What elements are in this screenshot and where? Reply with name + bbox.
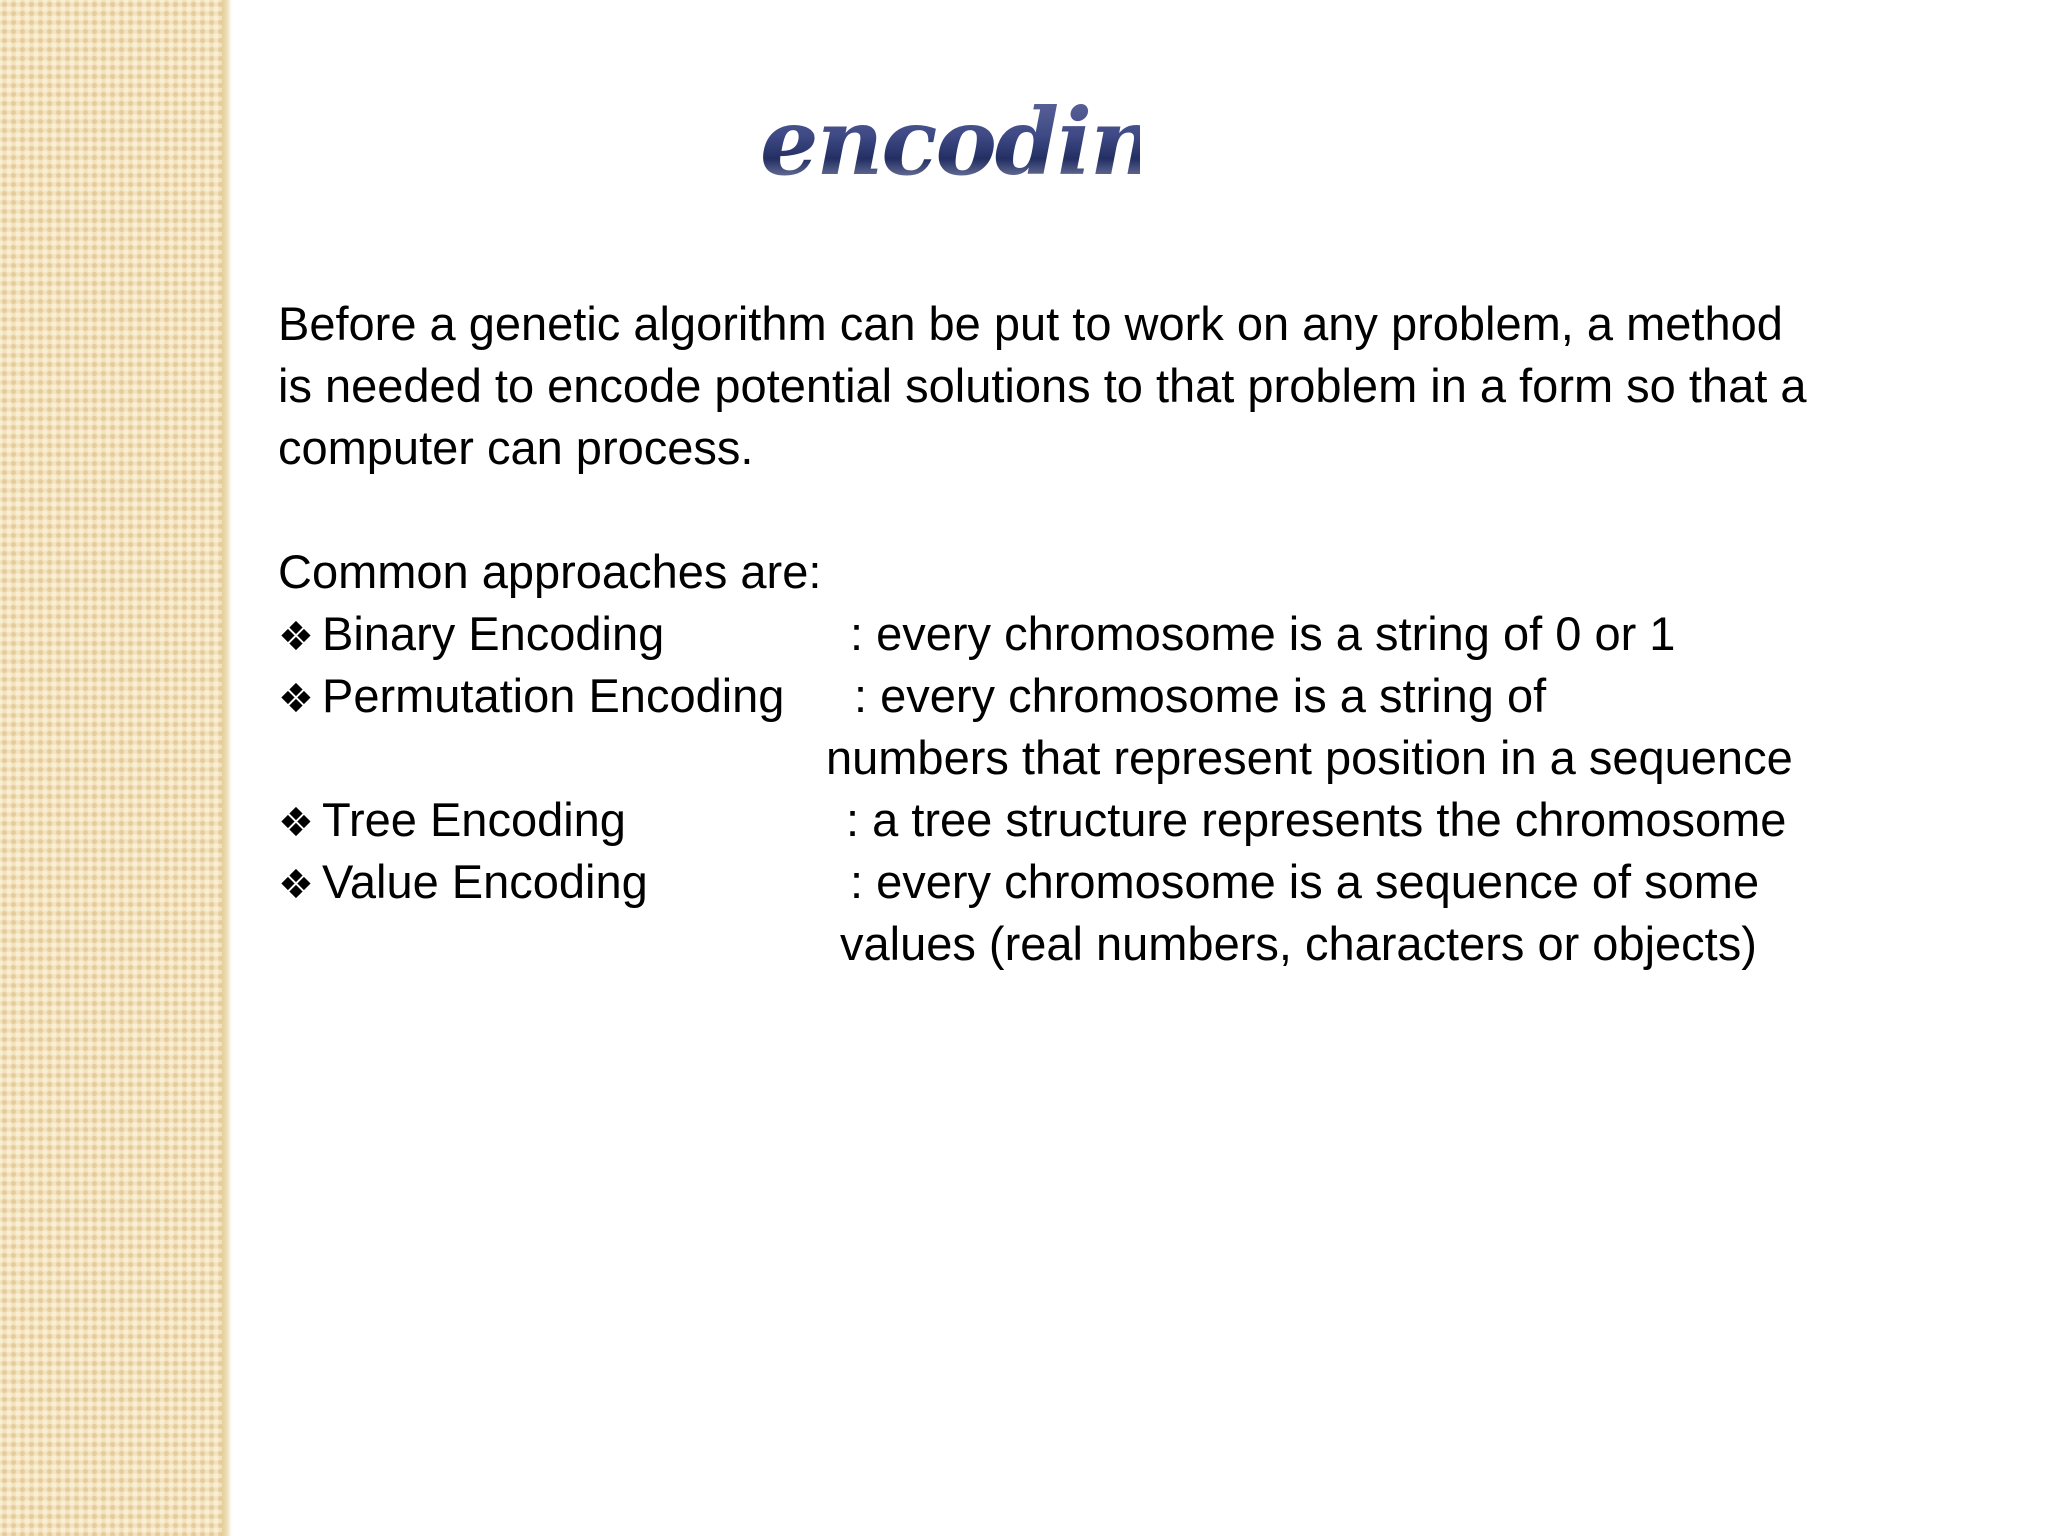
approach-description-continued: numbers that represent position in a sequence [826, 731, 1793, 784]
approach-description-continued: values (real numbers, characters or objects) [840, 917, 1757, 970]
approach-item-permutation [278, 665, 1978, 727]
approach-term: ❖ Value Encoding [278, 851, 648, 916]
diamond-bullet-icon: ❖ [278, 676, 314, 722]
side-band-edge [222, 0, 232, 1536]
slide-body [278, 293, 1978, 975]
decorative-side-band [0, 0, 228, 1536]
intro-line-2: is needed to encode potential solutions to that problem in a form so that a [278, 359, 1807, 412]
diamond-bullet-icon: ❖ [278, 800, 314, 846]
approach-continuation [278, 913, 1978, 975]
approach-term: ❖ Tree Encoding [278, 789, 626, 854]
approach-item-value [278, 851, 1978, 913]
approach-item-tree [278, 789, 1978, 851]
intro-line-3: computer can process. [278, 421, 754, 474]
approach-term: ❖ Binary Encoding [278, 603, 664, 668]
approach-description: : every chromosome is a string of 0 or 1 [850, 607, 1676, 660]
approach-description: : a tree structure represents the chromosome [846, 793, 1787, 846]
approach-description: : every chromosome is a string of [854, 669, 1547, 722]
intro-line-1: Before a genetic algorithm can be put to work on any problem, a method [278, 297, 1783, 350]
approaches-heading: Common approaches are: [278, 545, 822, 598]
slide-title: encoding [760, 72, 1140, 212]
diamond-bullet-icon: ❖ [278, 614, 314, 660]
diamond-bullet-icon: ❖ [278, 862, 314, 908]
approach-term: ❖ Permutation Encoding [278, 665, 784, 730]
approach-item-binary [278, 603, 1978, 665]
paragraph-gap [278, 479, 1978, 541]
approach-continuation [278, 727, 1978, 789]
approach-description: : every chromosome is a sequence of some [850, 855, 1760, 908]
